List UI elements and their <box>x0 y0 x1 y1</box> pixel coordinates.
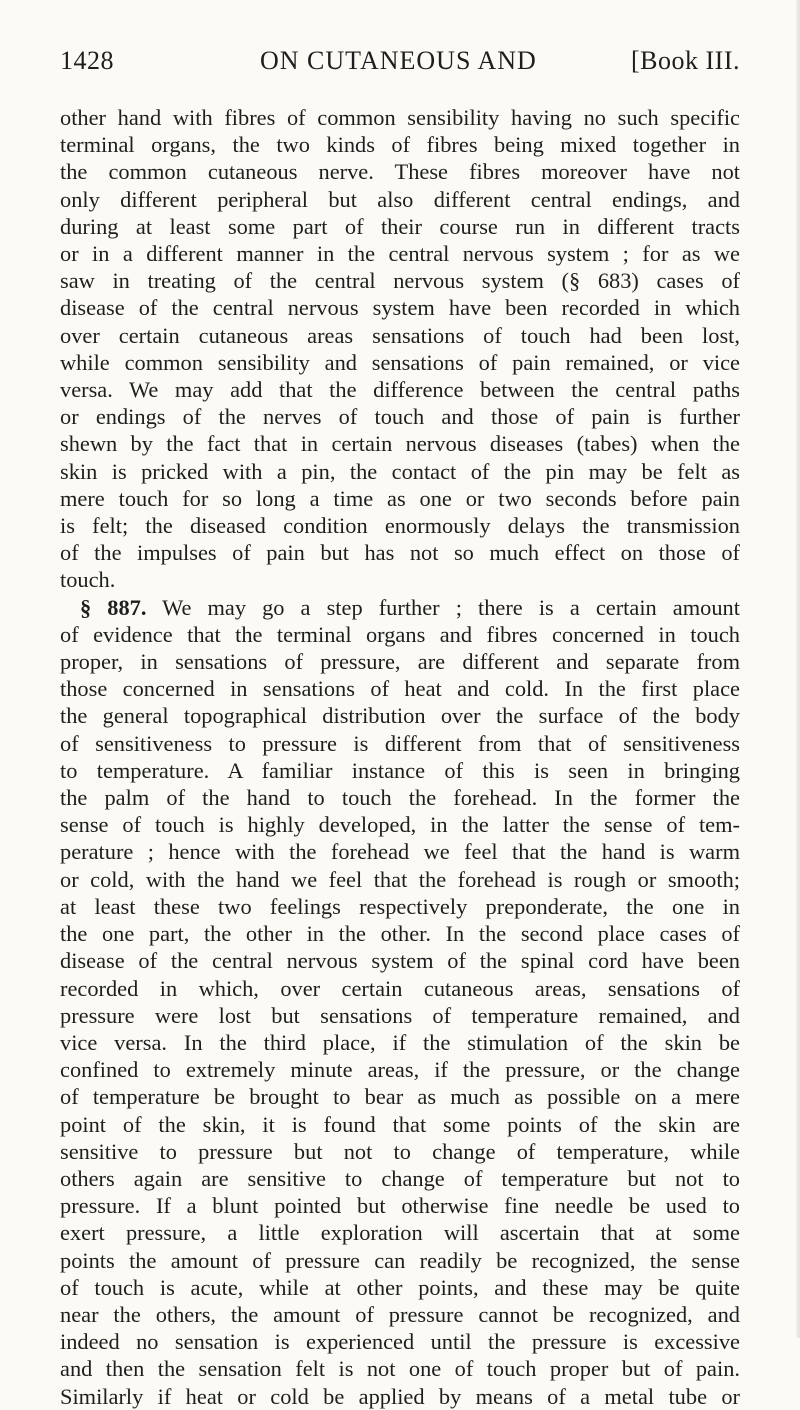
text-line: perature ; hence with the forehead we feel that the hand is warm <box>60 839 740 865</box>
paragraph-section-887 <box>60 594 740 1410</box>
text-line: indeed no sensation is experienced until the pressure is excessive <box>60 1329 740 1355</box>
text-line: versa. We may add that the difference between the central paths <box>60 377 740 403</box>
text-line: only different peripheral but also different central endings, and <box>60 186 740 212</box>
text-line: Similarly if heat or cold be applied by means of a metal tube or <box>60 1383 740 1409</box>
paragraph-continued <box>60 104 740 594</box>
text-line: of the impulses of pain but has not so much effect on those of <box>60 540 740 566</box>
running-head <box>60 40 740 76</box>
text-line: the common cutaneous nerve. These fibres moreover have not <box>60 159 740 185</box>
text-line: sensitive to pressure but not to change of temperature, while <box>60 1138 740 1164</box>
text-line: other hand with fibres of common sensibility having no such specific <box>60 105 740 130</box>
text-line: saw in treating of the central nervous system (§ 683) cases of <box>60 268 740 294</box>
running-title: ON CUTANEOUS AND <box>260 46 537 75</box>
text-line: shewn by the fact that in certain nervous diseases (tabes) when the <box>60 431 740 457</box>
text-line: point of the skin, it is found that some points of the skin are <box>60 1111 740 1137</box>
text-line: disease of the central nervous system of the spinal cord have been <box>60 948 740 974</box>
text-line: of temperature be brought to bear as much as possible on a mere <box>60 1084 740 1110</box>
text-line: or in a different manner in the central nervous system ; for as we <box>60 241 740 267</box>
text-line: of evidence that the terminal organs and fibres concerned in touch <box>60 621 740 647</box>
page-number: 1428 <box>60 46 114 75</box>
text-line: mere touch for so long a time as one or two seconds before pain <box>60 485 740 511</box>
text-line: of sensitiveness to pressure is different from that of sensitiveness <box>60 730 740 756</box>
section-number: § 887. <box>80 594 147 620</box>
text-line: over certain cutaneous areas sensations of touch had been lost, <box>60 322 740 348</box>
text-line: to temperature. A familiar instance of this is seen in bringing <box>60 757 740 783</box>
text-line: the one part, the other in the other. In the second place cases of <box>60 921 740 947</box>
text-line: others again are sensitive to change of temperature but not to <box>60 1165 740 1191</box>
text-line: the palm of the hand to touch the forehead. In the former the <box>60 785 740 811</box>
text-line: proper, in sensations of pressure, are different and separate from <box>60 649 740 675</box>
text-line: of touch is acute, while at other points, and these may be quite <box>60 1274 740 1300</box>
text-line: the general topographical distribution over the surface of the body <box>60 703 740 729</box>
body-text <box>60 104 740 1410</box>
text-line: sense of touch is highly developed, in the latter the sense of tem- <box>60 812 740 838</box>
text-line: pressure were lost but sensations of temperature remained, and <box>60 1002 740 1028</box>
text-line: terminal organs, the two kinds of fibres being mixed together in <box>60 132 740 158</box>
book-marker: [Book III. <box>631 46 740 75</box>
text-line: or endings of the nerves of touch and those of pain is further <box>60 404 740 430</box>
text-line: pressure. If a blunt pointed but otherwise fine needle be used to <box>60 1193 740 1219</box>
text-line: confined to extremely minute areas, if the pressure, or the change <box>60 1057 740 1083</box>
text-line: skin is pricked with a pin, the contact of the pin may be felt as <box>60 458 740 484</box>
text-line-section-start <box>60 594 740 621</box>
text-line: exert pressure, a little exploration will ascertain that at some <box>60 1220 740 1246</box>
text-line: at least these two feelings respectively preponderate, the one in <box>60 893 740 919</box>
page-edge-shadow <box>796 0 800 1338</box>
text-line: or cold, with the hand we feel that the forehead is rough or smooth; <box>60 866 740 892</box>
text-line: disease of the central nervous system have been recorded in which <box>60 295 740 321</box>
text-line: while common sensibility and sensations of pain remained, or vice <box>60 349 740 375</box>
text-line: is felt; the diseased condition enormously delays the transmission <box>60 513 740 539</box>
text-line: vice versa. In the third place, if the stimulation of the skin be <box>60 1029 740 1055</box>
text-line: touch. <box>60 567 116 593</box>
text-line: near the others, the amount of pressure cannot be recognized, and <box>60 1301 740 1327</box>
text-line: those concerned in sensations of heat and cold. In the first place <box>60 676 740 702</box>
text-line: during at least some part of their course run in different tracts <box>60 213 740 239</box>
text-line: points the amount of pressure can readily be recognized, the sense <box>60 1247 740 1273</box>
text-line: recorded in which, over certain cutaneous areas, sensations of <box>60 975 740 1001</box>
section-first-line: We may go a step further ; there is a certain amount <box>162 594 740 620</box>
text-line: and then the sensation felt is not one of touch proper but of pain. <box>60 1356 740 1382</box>
